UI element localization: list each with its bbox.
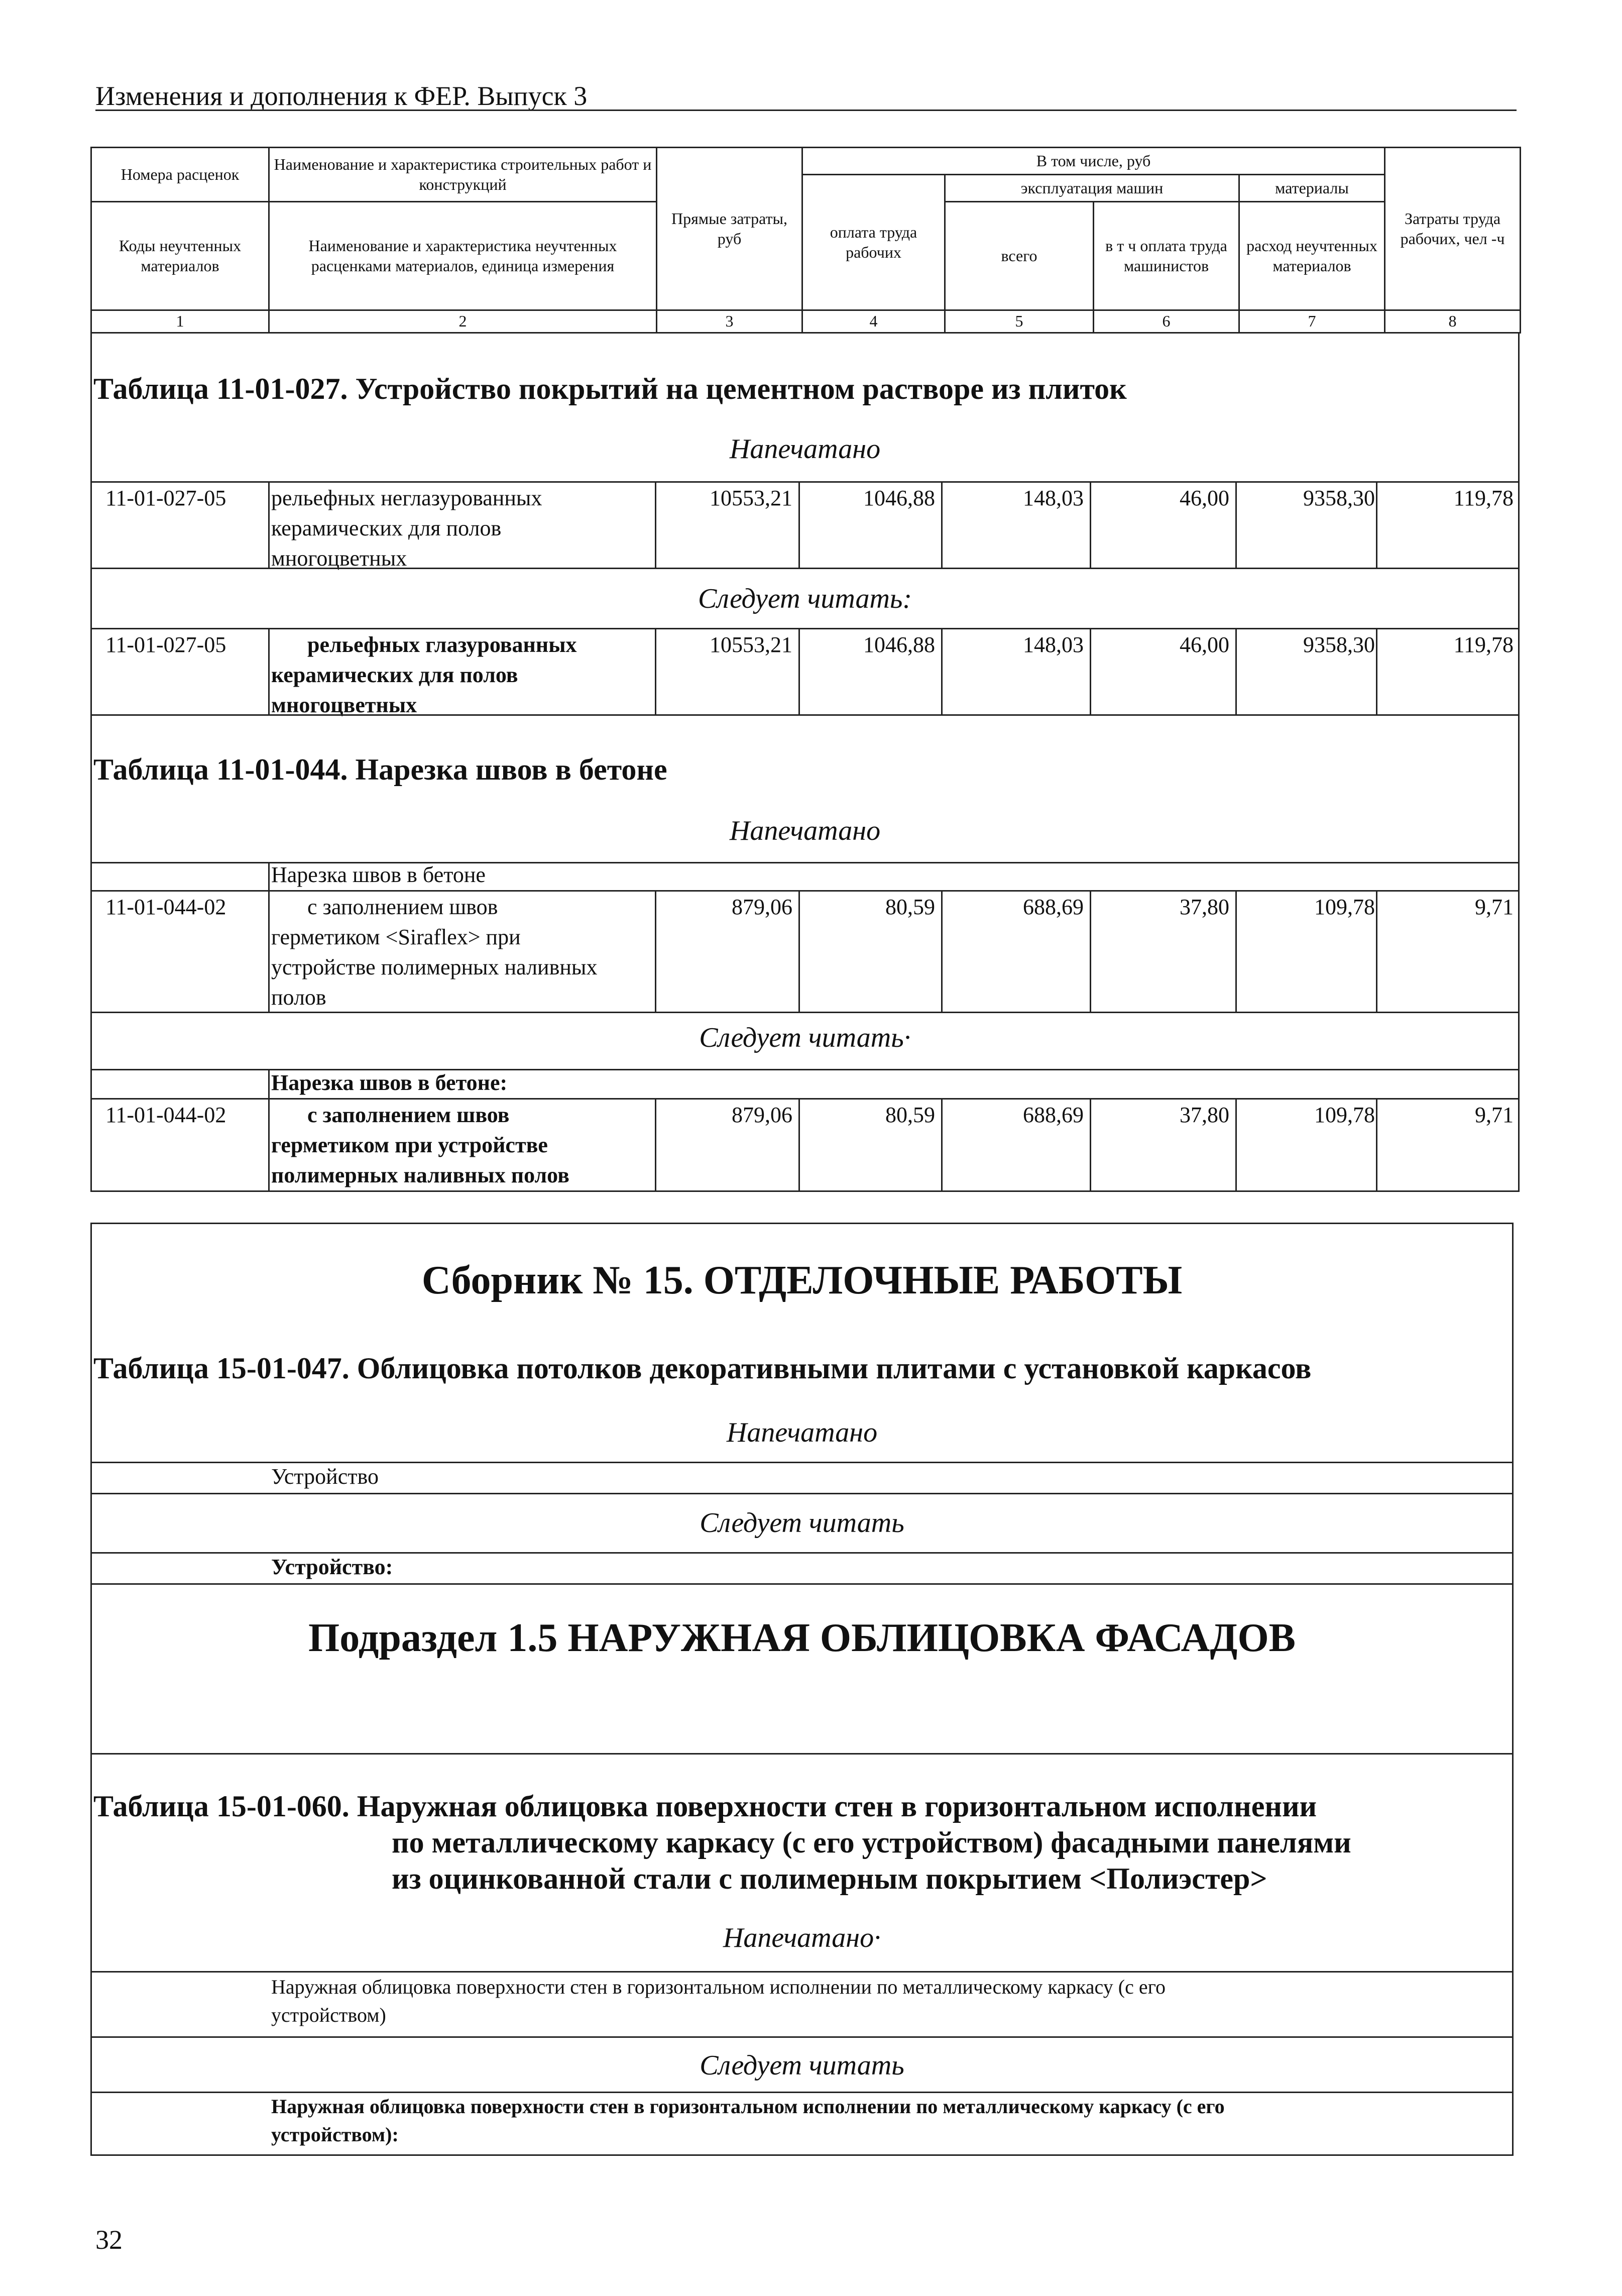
rate-name xyxy=(271,1100,653,1190)
rate-name xyxy=(271,892,653,1013)
labor-value: 9,71 xyxy=(1475,1103,1514,1127)
worker-pay-value: 1046,88 xyxy=(863,632,935,657)
rate-name xyxy=(271,483,653,574)
operator-pay-value: 37,80 xyxy=(1180,895,1229,919)
col-number: 6 xyxy=(1094,310,1239,333)
machines-total-value: 148,03 xyxy=(1023,632,1084,657)
materials-value: 109,78 xyxy=(1314,1103,1375,1127)
rate-name-line: с заполнением швов xyxy=(307,1103,510,1127)
col-rule xyxy=(798,1098,800,1190)
table-11-01-044-title: Таблица 11-01-044. Нарезка швов в бетоне xyxy=(93,753,667,786)
col-rule xyxy=(1235,628,1237,714)
col-rule xyxy=(1376,481,1377,568)
worker-pay-value: 1046,88 xyxy=(863,486,935,510)
col-rule xyxy=(268,628,270,714)
rate-name-line: многоцветных xyxy=(271,546,407,571)
collection-15-title: Сборник № 15. ОТДЕЛОЧНЫЕ РАБОТЫ xyxy=(421,1258,1183,1302)
row-rule xyxy=(90,890,1520,892)
col-rule xyxy=(1090,890,1091,1012)
worker-pay-value: 80,59 xyxy=(885,1103,935,1127)
header-labor-costs: Затраты труда рабочих, чел -ч xyxy=(1385,148,1521,310)
labor-value: 119,78 xyxy=(1453,486,1514,510)
materials-value: 9358,30 xyxy=(1303,486,1375,510)
col-number: 1 xyxy=(91,310,269,333)
direct-costs-value: 879,06 xyxy=(732,895,792,919)
col-number: 5 xyxy=(945,310,1094,333)
col-number: 2 xyxy=(269,310,657,333)
printed-text: Устройство xyxy=(271,1464,379,1489)
col-rule xyxy=(1235,481,1237,568)
table-11-01-027-title: Таблица 11-01-027. Устройство покрытий на цементном растворе из плиток xyxy=(93,372,1127,405)
direct-costs-value: 879,06 xyxy=(732,1103,792,1127)
col-rule xyxy=(1090,628,1091,714)
read-label: Следует читать: xyxy=(698,583,912,614)
header-material-codes: Коды неучтенных материалов xyxy=(91,202,269,310)
materials-value: 9358,30 xyxy=(1303,632,1375,657)
read-label: Следует читать· xyxy=(699,1022,911,1053)
operator-pay-value: 37,80 xyxy=(1180,1103,1229,1127)
header-work-name: Наименование и характеристика строительных работ и конструкций xyxy=(269,148,657,202)
row-rule xyxy=(90,628,1520,629)
header-material-consumption: расход неучтенных материалов xyxy=(1239,202,1385,310)
read-label: Следует читать xyxy=(700,2050,904,2081)
operator-pay-value: 46,00 xyxy=(1180,486,1229,510)
col-rule xyxy=(655,628,656,714)
title-line: Таблица 15-01-060. Наружная облицовка поверхности стен в горизонтальном исполнении xyxy=(93,1790,1317,1823)
rate-name-line: полимерных наливных полов xyxy=(271,1163,569,1187)
row-rule xyxy=(90,481,1520,483)
col-rule xyxy=(798,628,800,714)
col-rule xyxy=(941,628,943,714)
col-rule xyxy=(1235,890,1237,1012)
header-worker-pay: оплата труда рабочих xyxy=(802,175,945,310)
col-number: 4 xyxy=(802,310,945,333)
title-line: по металлическому каркасу (с его устройством) фасадными панелями xyxy=(392,1826,1351,1859)
col-rule xyxy=(941,890,943,1012)
machines-total-value: 688,69 xyxy=(1023,1103,1084,1127)
col-rule xyxy=(1376,628,1377,714)
rate-name-line: герметиком <Siraflex> при xyxy=(271,925,521,949)
group-heading: Нарезка швов в бетоне: xyxy=(271,1070,508,1095)
text-line: устройством) xyxy=(271,2004,386,2026)
title-line: из оцинкованной стали с полимерным покрытием <Полиэстер> xyxy=(392,1862,1267,1895)
row-rule xyxy=(90,714,1520,716)
header-machines: эксплуатация машин xyxy=(945,175,1239,202)
rate-name-line: керамических для полов xyxy=(271,516,502,540)
row-rule xyxy=(90,1012,1520,1013)
rate-name-line: рельефных неглазурованных xyxy=(271,486,542,510)
worker-pay-value: 80,59 xyxy=(885,895,935,919)
col-number: 7 xyxy=(1239,310,1385,333)
read-text xyxy=(271,2093,1496,2149)
header-material-name: Наименование и характеристика неучтенных расценками материалов, единица измерения xyxy=(269,202,657,310)
col-rule xyxy=(655,481,656,568)
rate-name-line: рельефных глазурованных xyxy=(307,632,577,657)
machines-total-value: 148,03 xyxy=(1023,486,1084,510)
row-rule xyxy=(90,1190,1520,1192)
col-rule xyxy=(798,890,800,1012)
rate-name-line: полов xyxy=(271,985,326,1010)
col-number: 8 xyxy=(1385,310,1521,333)
rate-name-line: герметиком при устройстве xyxy=(271,1133,548,1157)
printed-label: Напечатано xyxy=(729,815,881,846)
printed-label: Напечатано· xyxy=(723,1922,881,1953)
machines-total-value: 688,69 xyxy=(1023,895,1084,919)
header-including: В том числе, руб xyxy=(802,148,1385,175)
col-rule xyxy=(655,890,656,1012)
rate-code: 11-01-044-02 xyxy=(105,895,226,919)
header-operator-pay: в т ч оплата труда машинистов xyxy=(1094,202,1239,310)
row-rule xyxy=(90,1493,1514,1494)
operator-pay-value: 46,00 xyxy=(1180,632,1229,657)
row-rule xyxy=(90,568,1520,569)
read-label: Следует читать xyxy=(700,1507,904,1539)
rate-name xyxy=(271,630,653,720)
col-rule xyxy=(268,481,270,568)
printed-label: Напечатано xyxy=(726,1417,878,1448)
labor-value: 119,78 xyxy=(1453,632,1514,657)
header-rates-number: Номера расценок xyxy=(91,148,269,202)
col-rule xyxy=(268,1069,270,1190)
row-rule xyxy=(90,2036,1514,2038)
row-rule xyxy=(90,1583,1514,1585)
col-rule xyxy=(1235,1098,1237,1190)
col-rule xyxy=(798,481,800,568)
rate-code: 11-01-027-05 xyxy=(105,632,226,657)
materials-value: 109,78 xyxy=(1314,895,1375,919)
text-line: Наружная облицовка поверхности стен в горизонтальном исполнении по металлическому каркасу (с его xyxy=(271,1976,1166,1998)
rate-code: 11-01-044-02 xyxy=(105,1103,226,1127)
rate-name-line: устройстве полимерных наливных xyxy=(271,955,598,979)
col-rule xyxy=(941,481,943,568)
labor-value: 9,71 xyxy=(1475,895,1514,919)
col-rule xyxy=(1376,1098,1377,1190)
rate-code: 11-01-027-05 xyxy=(105,486,226,510)
col-rule xyxy=(655,1098,656,1190)
column-header-table xyxy=(90,147,1521,334)
rate-name-line: керамических для полов xyxy=(271,663,518,687)
row-rule xyxy=(90,1971,1514,1973)
text-line: устройством): xyxy=(271,2123,399,2146)
printed-text xyxy=(271,1973,1496,2029)
page-number: 32 xyxy=(95,2225,123,2255)
direct-costs-value: 10553,21 xyxy=(710,632,792,657)
rate-name-line: многоцветных xyxy=(271,693,417,717)
running-header: Изменения и дополнения к ФЕР. Выпуск 3 xyxy=(95,81,588,111)
rate-name-line: с заполнением швов xyxy=(307,895,498,919)
col-rule xyxy=(1376,890,1377,1012)
text-line: Наружная облицовка поверхности стен в горизонтальном исполнении по металлическому каркасу (с его xyxy=(271,2095,1225,2118)
table-15-01-047-title: Таблица 15-01-047. Облицовка потолков декоративными плитами с установкой каркасов xyxy=(93,1352,1312,1385)
direct-costs-value: 10553,21 xyxy=(710,486,792,510)
row-rule xyxy=(90,1098,1520,1100)
col-rule xyxy=(268,862,270,1012)
col-rule xyxy=(1090,481,1091,568)
row-rule xyxy=(90,1753,1514,1755)
header-machines-total: всего xyxy=(945,202,1094,310)
table-15-01-060-title xyxy=(93,1788,1351,1897)
printed-label: Напечатано xyxy=(729,433,881,465)
header-materials: материалы xyxy=(1239,175,1385,202)
header-direct-costs: Прямые затраты, руб xyxy=(657,148,802,310)
read-text: Устройство: xyxy=(271,1555,393,1579)
col-rule xyxy=(941,1098,943,1190)
col-number: 3 xyxy=(657,310,802,333)
subsection-1-5-title: Подраздел 1.5 НАРУЖНАЯ ОБЛИЦОВКА ФАСАДОВ xyxy=(308,1616,1296,1660)
group-heading: Нарезка швов в бетоне xyxy=(271,862,486,887)
col-rule xyxy=(1090,1098,1091,1190)
header-rule xyxy=(95,110,1517,111)
